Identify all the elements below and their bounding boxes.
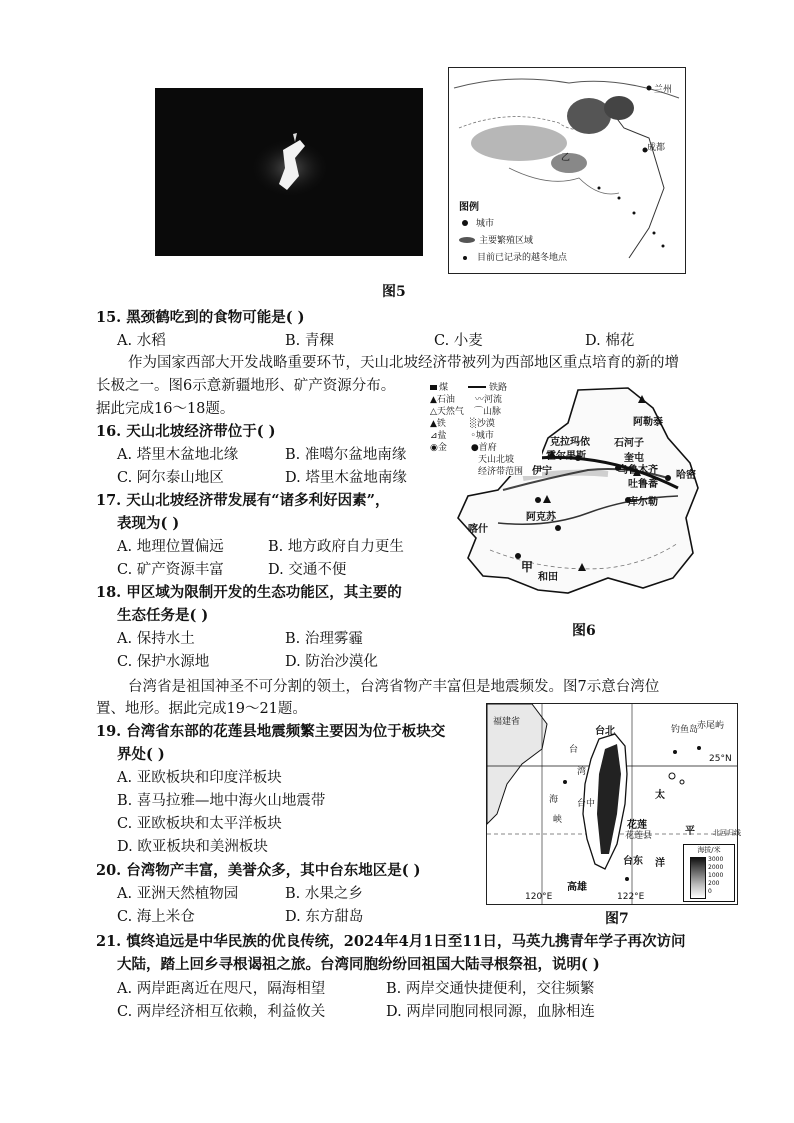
intro1-line2: 长极之一。图6示意新疆地形、矿产资源分布。 — [96, 378, 396, 394]
place-jia: 甲 — [521, 560, 534, 574]
legend-coal: 煤 — [439, 383, 449, 393]
legend-gold: 金 — [437, 443, 447, 453]
q21-option-a: A. 两岸距离近在咫尺，隔海相望 — [117, 981, 326, 997]
place-hotan: 和田 — [538, 572, 558, 583]
q20-option-a: A. 亚洲天然植物园 — [117, 886, 239, 902]
fig5-legend-breeding: 主要繁殖区域 — [479, 236, 534, 246]
place-turpan: 吐鲁番 — [628, 479, 658, 490]
place-hami: 哈密 — [676, 470, 696, 481]
place-karamay: 克拉玛依 — [550, 437, 590, 448]
intro2-line1: 台湾省是祖国神圣不可分割的领土，台湾省物产丰富但是地震频发。图7示意台湾位 — [128, 679, 660, 695]
intro1-line1: 作为国家西部大开发战略重要环节，天山北坡经济带被列为西部地区重点培育的新的增 — [128, 355, 679, 371]
q21-stem-line1: 21. 慎终追远是中华民族的优良传统，2024年4月1日至11日，马英九携青年学子再次访问 — [96, 933, 686, 950]
fig7-label-taidong: 台东 — [623, 856, 643, 867]
desert-icon: ░ — [469, 419, 477, 429]
fig5-legend-city: 城市 — [476, 219, 495, 229]
coal-icon — [430, 385, 437, 390]
q18-stem-line2: 生态任务是( ) — [117, 607, 209, 624]
q15-option-b: B. 青稞 — [285, 333, 334, 349]
legend-mountain: 山脉 — [482, 407, 501, 417]
map-label-lanzhou: 兰州 — [654, 85, 673, 95]
place-kuitun: 奎屯 — [624, 453, 644, 464]
fig5-caption: 图5 — [382, 284, 406, 300]
fig7-label-hualian: 花莲 — [627, 820, 647, 831]
gold-icon: ◉ — [430, 443, 438, 453]
place-kashgar: 喀什 — [468, 524, 488, 535]
fig5-legend-title: 图例 — [459, 202, 479, 213]
place-shihezi: 石河子 — [614, 438, 644, 449]
fig7-label-taibei: 台北 — [595, 726, 615, 737]
q17-option-a: A. 地理位置偏远 — [117, 539, 224, 555]
q19-option-a: A. 亚欧板块和印度洋板块 — [117, 770, 282, 786]
q16-option-c: C. 阿尔泰山地区 — [117, 470, 224, 486]
q18-stem-line1: 18. 甲区域为限制开发的生态功能区，其主要的 — [96, 584, 402, 601]
intro1-line3: 据此完成16～18题。 — [96, 401, 235, 417]
fig5-legend-winter: 目前已记录的越冬地点 — [477, 253, 568, 263]
map-label-yi: 乙 — [561, 153, 571, 163]
q16-option-b: B. 准噶尔盆地南缘 — [285, 447, 407, 463]
q15-option-d: D. 棉花 — [585, 333, 635, 349]
fig7-label-fujian: 福建省 — [493, 717, 521, 727]
fig7-label-diaoyu: 钓鱼岛 — [671, 725, 699, 735]
q20-stem: 20. 台湾物产丰富，美誉众多，其中台东地区是( ) — [96, 862, 421, 879]
fig6-legend — [430, 380, 542, 476]
gas-icon: △ — [430, 407, 437, 417]
rail-icon — [468, 386, 486, 388]
q17-option-c: C. 矿产资源丰富 — [117, 562, 224, 578]
iron-icon: ▲ — [430, 419, 437, 429]
q21-option-d: D. 两岸同胞同根同源，血脉相连 — [386, 1004, 595, 1020]
legend-oil: 石油 — [436, 395, 455, 405]
fig7-label-taiping-1: 太 — [655, 790, 665, 801]
fig7-label-chiwei: 赤尾屿 — [697, 721, 725, 731]
q16-option-d: D. 塔里木盆地南缘 — [285, 470, 407, 486]
crane-photo — [155, 88, 423, 256]
fig7-elevation-legend — [683, 844, 735, 902]
city-icon: ◦ — [470, 431, 476, 441]
fig7-label-lat25: 25°N — [709, 754, 732, 764]
intro2-line2: 置、地形。据此完成19～21题。 — [96, 701, 307, 717]
q18-option-b: B. 治理雾霾 — [285, 631, 363, 647]
elevation-scale-bar — [690, 857, 706, 899]
fig7-label-wan: 湾 — [577, 767, 587, 777]
elev-tick-0: 0 — [708, 888, 712, 895]
place-urumqi: 乌鲁木齐 — [618, 465, 658, 476]
q17-stem-line2: 表现为( ) — [117, 515, 180, 532]
fig5-legend — [459, 198, 609, 263]
fig7-label-tai: 台 — [569, 745, 579, 755]
legend-rail: 铁路 — [489, 383, 508, 393]
q15-stem: 15. 黑颈鹤吃到的食物可能是( ) — [96, 309, 305, 326]
elev-tick-2000: 2000 — [708, 864, 724, 871]
winter-site-icon — [463, 256, 467, 260]
fig7-elevation-title: 海拔/米 — [697, 846, 721, 854]
legend-iron: 铁 — [436, 419, 446, 429]
q18-option-d: D. 防治沙漠化 — [285, 654, 378, 670]
q19-option-b: B. 喜马拉雅—地中海火山地震带 — [117, 793, 326, 809]
elev-tick-3000: 3000 — [708, 856, 724, 863]
q17-option-d: D. 交通不便 — [268, 562, 347, 578]
crane-photo-graphic — [155, 88, 423, 256]
salt-icon: ⊿ — [430, 431, 438, 441]
legend-river: 河流 — [483, 395, 502, 405]
legend-desert: 沙漠 — [476, 419, 495, 429]
q21-stem-line2: 大陆，踏上回乡寻根谒祖之旅。台湾同胞纷纷回祖国大陆寻根祭祖，说明( ) — [117, 956, 600, 973]
fig7-label-gaoxiong: 高雄 — [567, 882, 587, 893]
city-dot-icon — [462, 220, 468, 226]
q17-stem-line1: 17. 天山北坡经济带发展有“诸多利好因素”， — [96, 492, 390, 509]
q15-option-c: C. 小麦 — [434, 333, 483, 349]
q21-option-b: B. 两岸交通快捷便利，交往频繁 — [386, 981, 595, 997]
legend-capital: 首府 — [478, 443, 497, 453]
fig7-map — [486, 703, 741, 905]
fig7-label-lon120: 120°E — [525, 892, 553, 902]
fig7-label-hualianxian: 花莲县 — [625, 831, 653, 841]
fig7-label-hai: 海 — [549, 795, 559, 805]
fig7-label-tropic: 北回归线 — [713, 829, 741, 837]
elev-tick-200: 200 — [708, 880, 720, 887]
fig7-label-lon122: 122°E — [617, 892, 645, 902]
fig7-label-taiping-3: 洋 — [655, 858, 665, 869]
map-label-chengdu: 成都 — [647, 143, 666, 153]
capital-icon: ● — [470, 443, 479, 453]
fig6-caption: 图6 — [572, 623, 596, 639]
q20-option-b: B. 水果之乡 — [285, 886, 363, 902]
q18-option-a: A. 保持水土 — [117, 631, 195, 647]
legend-belt-2: 经济带范围 — [478, 467, 524, 477]
place-huocheng: 霍尔果斯 — [546, 451, 586, 462]
oil-icon: ▲ — [430, 395, 437, 405]
legend-salt: 盐 — [437, 431, 447, 441]
legend-gas: 天然气 — [436, 407, 464, 417]
fig5-map — [448, 67, 686, 274]
breeding-area-icon — [459, 237, 475, 243]
q18-option-c: C. 保护水源地 — [117, 654, 210, 670]
q19-stem-line2: 界处( ) — [117, 746, 165, 763]
fig7-label-taiping-2: 平 — [685, 826, 695, 837]
place-altay: 阿勒泰 — [633, 417, 663, 428]
fig7-label-xia: 峡 — [553, 815, 563, 825]
place-korla: 库尔勒 — [628, 497, 658, 508]
fig7-caption: 图7 — [605, 911, 629, 927]
q21-option-c: C. 两岸经济相互依赖，利益攸关 — [117, 1004, 326, 1020]
elev-tick-1000: 1000 — [708, 872, 724, 879]
q20-option-d: D. 东方甜岛 — [285, 909, 364, 925]
q19-stem-line1: 19. 台湾省东部的花莲县地震频繁主要因为位于板块交 — [96, 723, 446, 740]
place-aksu: 阿克苏 — [526, 512, 556, 523]
q20-option-c: C. 海上米仓 — [117, 909, 195, 925]
q16-option-a: A. 塔里木盆地北缘 — [117, 447, 239, 463]
q19-option-d: D. 欧亚板块和美洲板块 — [117, 839, 268, 855]
q19-option-c: C. 亚欧板块和太平洋板块 — [117, 816, 282, 832]
place-yining: 伊宁 — [532, 466, 552, 477]
fig6-map — [428, 378, 713, 636]
legend-city: 城市 — [475, 431, 494, 441]
q16-stem: 16. 天山北坡经济带位于( ) — [96, 423, 276, 440]
fig7-label-taizhong: 台中 — [577, 799, 596, 809]
q17-option-b: B. 地方政府自力更生 — [268, 539, 404, 555]
river-icon: 〰 — [474, 395, 484, 405]
legend-belt-1: 天山北坡 — [478, 455, 515, 465]
mountain-icon: ⌒ — [473, 407, 483, 417]
q15-option-a: A. 水稻 — [117, 333, 166, 349]
